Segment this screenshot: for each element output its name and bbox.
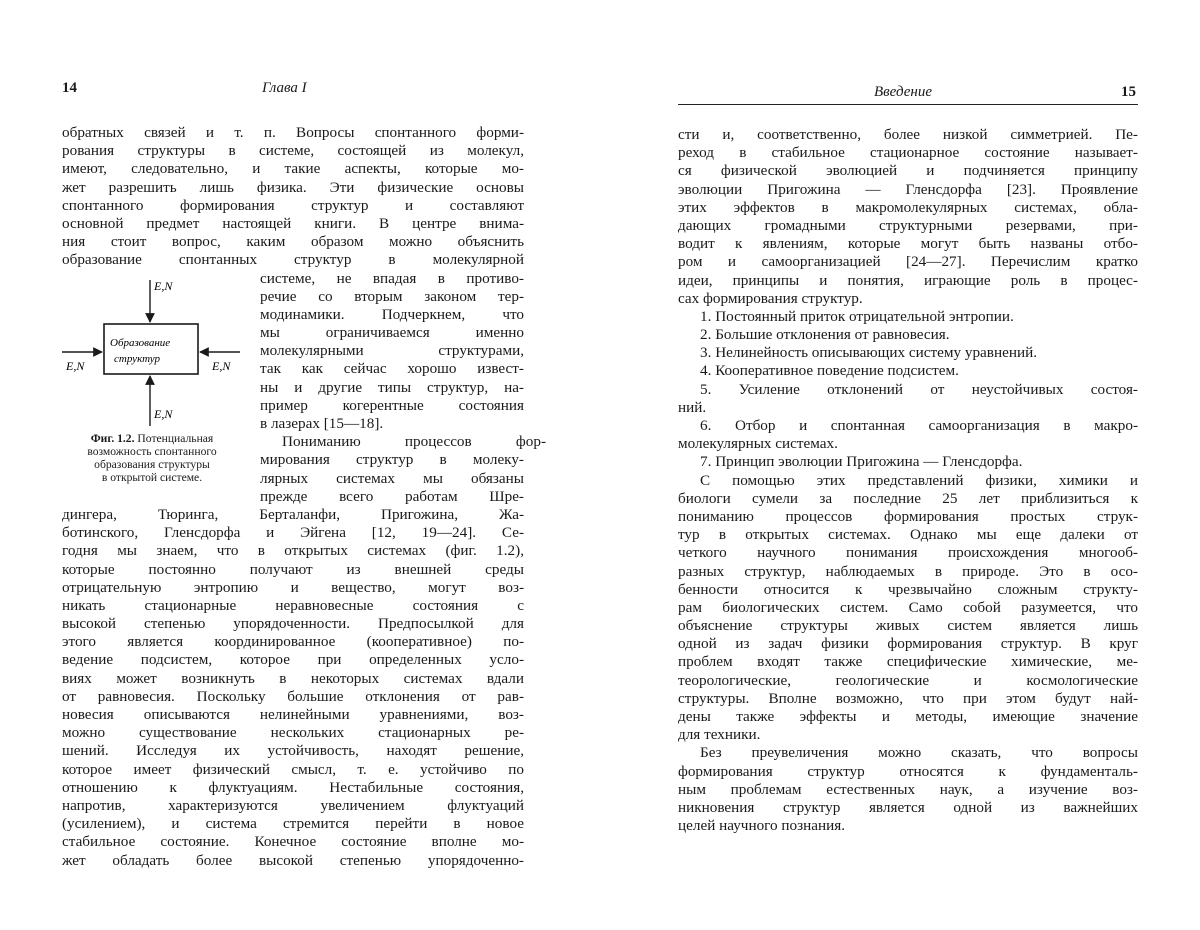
text-line: теорологические, геологические и космологические (678, 671, 1138, 689)
text-line: С помощью этих представлений физики, химики и (700, 471, 1138, 489)
text-line: мы ограничиваемся именно (260, 324, 524, 342)
list-item: 2. Большие отклонения от равновесия. (700, 326, 950, 344)
text-line: Без преувеличения можно сказать, что вопросы (700, 744, 1138, 762)
text-line: этих эффектов в макромолекулярных системах, обла- (678, 198, 1138, 216)
caption-text: Потенциальная (137, 432, 214, 445)
label-top: E,N (154, 279, 173, 293)
text-line: сти и, соответственно, более низкой симметрией. Пе- (678, 126, 1138, 143)
text-line: отрицательную энтропию и вещество, могут воз- (62, 578, 524, 596)
text-line: дающих громадными структурными резервами, при- (678, 216, 1138, 234)
text-line: стабильное состояние. Конечное состояние вполне мо- (62, 833, 524, 851)
text-line: пониманию процессов формирования простых струк- (678, 507, 1138, 525)
box-label-line1: Образование (110, 337, 171, 349)
caption-text: в открытой системе. (101, 471, 203, 484)
list-item: молекулярных системах. (678, 435, 838, 453)
text-line: жет разрешить лишь физика. Эти физические основы (62, 178, 524, 196)
text-line: биологи сумели за последние 25 лет приблизиться к (678, 489, 1138, 507)
text-line: отношению к флуктуациям. Нестабильные состояния, (62, 778, 524, 796)
left-page-number: 14 (62, 80, 77, 96)
list-item: 4. Кооперативное поведение подсистем. (700, 362, 959, 380)
text-line: объяснение структуры живых систем является лишь (678, 617, 1138, 635)
text-line: рования структуры в системе, состоящей из молекул, (62, 142, 524, 160)
list-item: 1. Постоянный приток отрицательной энтропии. (700, 307, 1014, 325)
text-line: реход в стабильное стационарное состояние называет- (678, 144, 1138, 162)
text-line: дены также эффекты и методы, имеющие значение (678, 708, 1138, 725)
label-left: E,N (66, 359, 85, 373)
text-line: ся физической эволюцией и подчиняется принципу (678, 162, 1138, 180)
text-line: ром и самоорганизацией [24—27]. Перечислим кратко (678, 253, 1138, 271)
caption-text: образования структуры (94, 458, 210, 471)
text-line: целей научного познания. (678, 817, 846, 835)
text-line: основной предмет настоящей книги. В центре внима- (62, 214, 524, 232)
text-line: модинамики. Подчеркнем, что (260, 305, 524, 323)
text-line: ным проблемам естественных наук, а изучение воз- (678, 780, 1138, 798)
wrapped-text-block (260, 269, 546, 506)
text-line: речие со вторым законом тер- (260, 287, 524, 305)
text-line: формирования структур относятся к фундаменталь- (678, 762, 1138, 780)
text-line: никать стационарные неравновесные состояния с (62, 596, 524, 614)
text-line: высокой степенью упорядоченности. Предпосылкой для (62, 615, 524, 633)
text-line: сах формирования структур. (678, 289, 863, 307)
right-running-head (678, 82, 1138, 105)
label-bottom: E,N (154, 407, 173, 421)
text-line: шений. Исследуя их устойчивость, находят решение, (62, 742, 524, 760)
text-line: четкого научного понимания происхождения многооб- (678, 544, 1138, 562)
text-line: Пониманию процессов фор- (282, 433, 546, 451)
text-line: спонтанного формирования структур и составляют (62, 196, 524, 214)
left-running-head (62, 78, 524, 100)
right-chapter-title: Введение (874, 84, 932, 100)
right-text-column (678, 126, 1138, 835)
text-line: тур в открытых системах. Однако мы еще далеки от (678, 526, 1138, 544)
text-line: можно существование нескольких стационарных ре- (62, 724, 524, 742)
text-line: для техники. (678, 726, 761, 744)
text-line: молекулярными структурами, (260, 342, 524, 360)
text-line: ния стоит вопрос, каким образом можно объяснить (62, 233, 524, 251)
text-line: мирования структур в молеку- (260, 451, 524, 469)
text-line: так как сейчас хорошо извест- (260, 360, 524, 378)
text-line: системе, не впадая в противо- (260, 269, 524, 287)
list-item: 5. Усиление отклонений от неустойчивых состоя- (700, 380, 1138, 398)
text-line: эволюции Пригожина — Гленсдорфа [23]. Проявление (678, 180, 1138, 198)
text-line: дингера, Тюринга, Берталанфи, Пригожина, Жа- (62, 505, 524, 523)
list-item: 6. Отбор и спонтанная самоорганизация в макро- (700, 417, 1138, 434)
text-line: одной из задач физики формирования структур. В круг (678, 635, 1138, 653)
text-line: лярных системах мы обязаны (260, 469, 524, 487)
caption-text: возможность спонтанного (87, 445, 217, 458)
text-line: годня мы знаем, что в открытых системах (фиг. 1.2), (62, 542, 524, 560)
text-line: имеют, следовательно, и такие аспекты, которые мо- (62, 160, 524, 178)
text-line: от равновесия. Поскольку большие отклонения от рав- (62, 687, 524, 705)
text-line: никновения структур является одной из важнейших (678, 798, 1138, 816)
list-item: 7. Принцип эволюции Пригожина — Гленсдорфа. (700, 453, 1023, 471)
text-line: ны и другие типы структур, на- (260, 378, 524, 396)
text-line: пример когерентные состояния (260, 396, 524, 414)
label-right: E,N (212, 359, 231, 373)
text-line: бенности относится к чрезвычайно сложным структу- (678, 580, 1138, 598)
text-line: структуры. Вполне возможно, что при этом будут най- (678, 689, 1138, 707)
text-line: водит к явлениям, которые могут быть названы отбо- (678, 235, 1138, 253)
text-line: проблем входят также специфические химические, ме- (678, 653, 1138, 671)
box-label-line2: структур (114, 353, 160, 365)
figure-diagram (62, 278, 250, 428)
right-page-number: 15 (1121, 84, 1136, 100)
text-line: новесия описываются нелинейными уравнениями, воз- (62, 706, 524, 723)
text-line: прежде всего работам Шре- (260, 487, 524, 505)
text-line: в лазерах [15—18]. (260, 415, 384, 432)
text-line: рам биологических систем. Само собой разумеется, что (678, 598, 1138, 616)
text-line: идеи, принципы и понятия, играющие роль в процес- (678, 271, 1138, 289)
list-item: 3. Нелинейность описывающих систему уравнений. (700, 344, 1038, 362)
text-line: напротив, характеризуются увеличением флуктуаций (62, 796, 524, 814)
text-line: (усилением), и система стремится перейти в новое (62, 815, 524, 833)
text-line: которое имеет физический смысл, т. е. устойчиво по (62, 760, 524, 778)
left-text-column (62, 124, 546, 870)
text-line: этого является координированное (кооперативное) по- (62, 633, 524, 651)
list-item: ний. (678, 398, 707, 416)
text-line: разных структур, наблюдаемых в природе. Это в осо- (678, 562, 1138, 580)
left-chapter-title: Глава I (262, 80, 307, 96)
figure-number: Фиг. 1.2. (90, 432, 135, 445)
figure-caption (60, 432, 244, 484)
text-line: которые постоянно получают из внешней среды (62, 560, 524, 578)
text-line: виях может возникнуть в некоторых системах вдали (62, 669, 524, 687)
text-line: образование спонтанных структур в молекулярной (62, 251, 524, 269)
structure-box (104, 324, 198, 374)
text-line: ведение подсистем, которое при определенных усло- (62, 651, 524, 669)
text-line: обратных связей и т. п. Вопросы спонтанного форми- (62, 124, 524, 141)
text-line: жет обладать более высокой степенью упорядоченно- (62, 851, 524, 869)
text-line: ботинского, Гленсдорфа и Эйгена [12, 19—24]. Се- (62, 524, 524, 542)
